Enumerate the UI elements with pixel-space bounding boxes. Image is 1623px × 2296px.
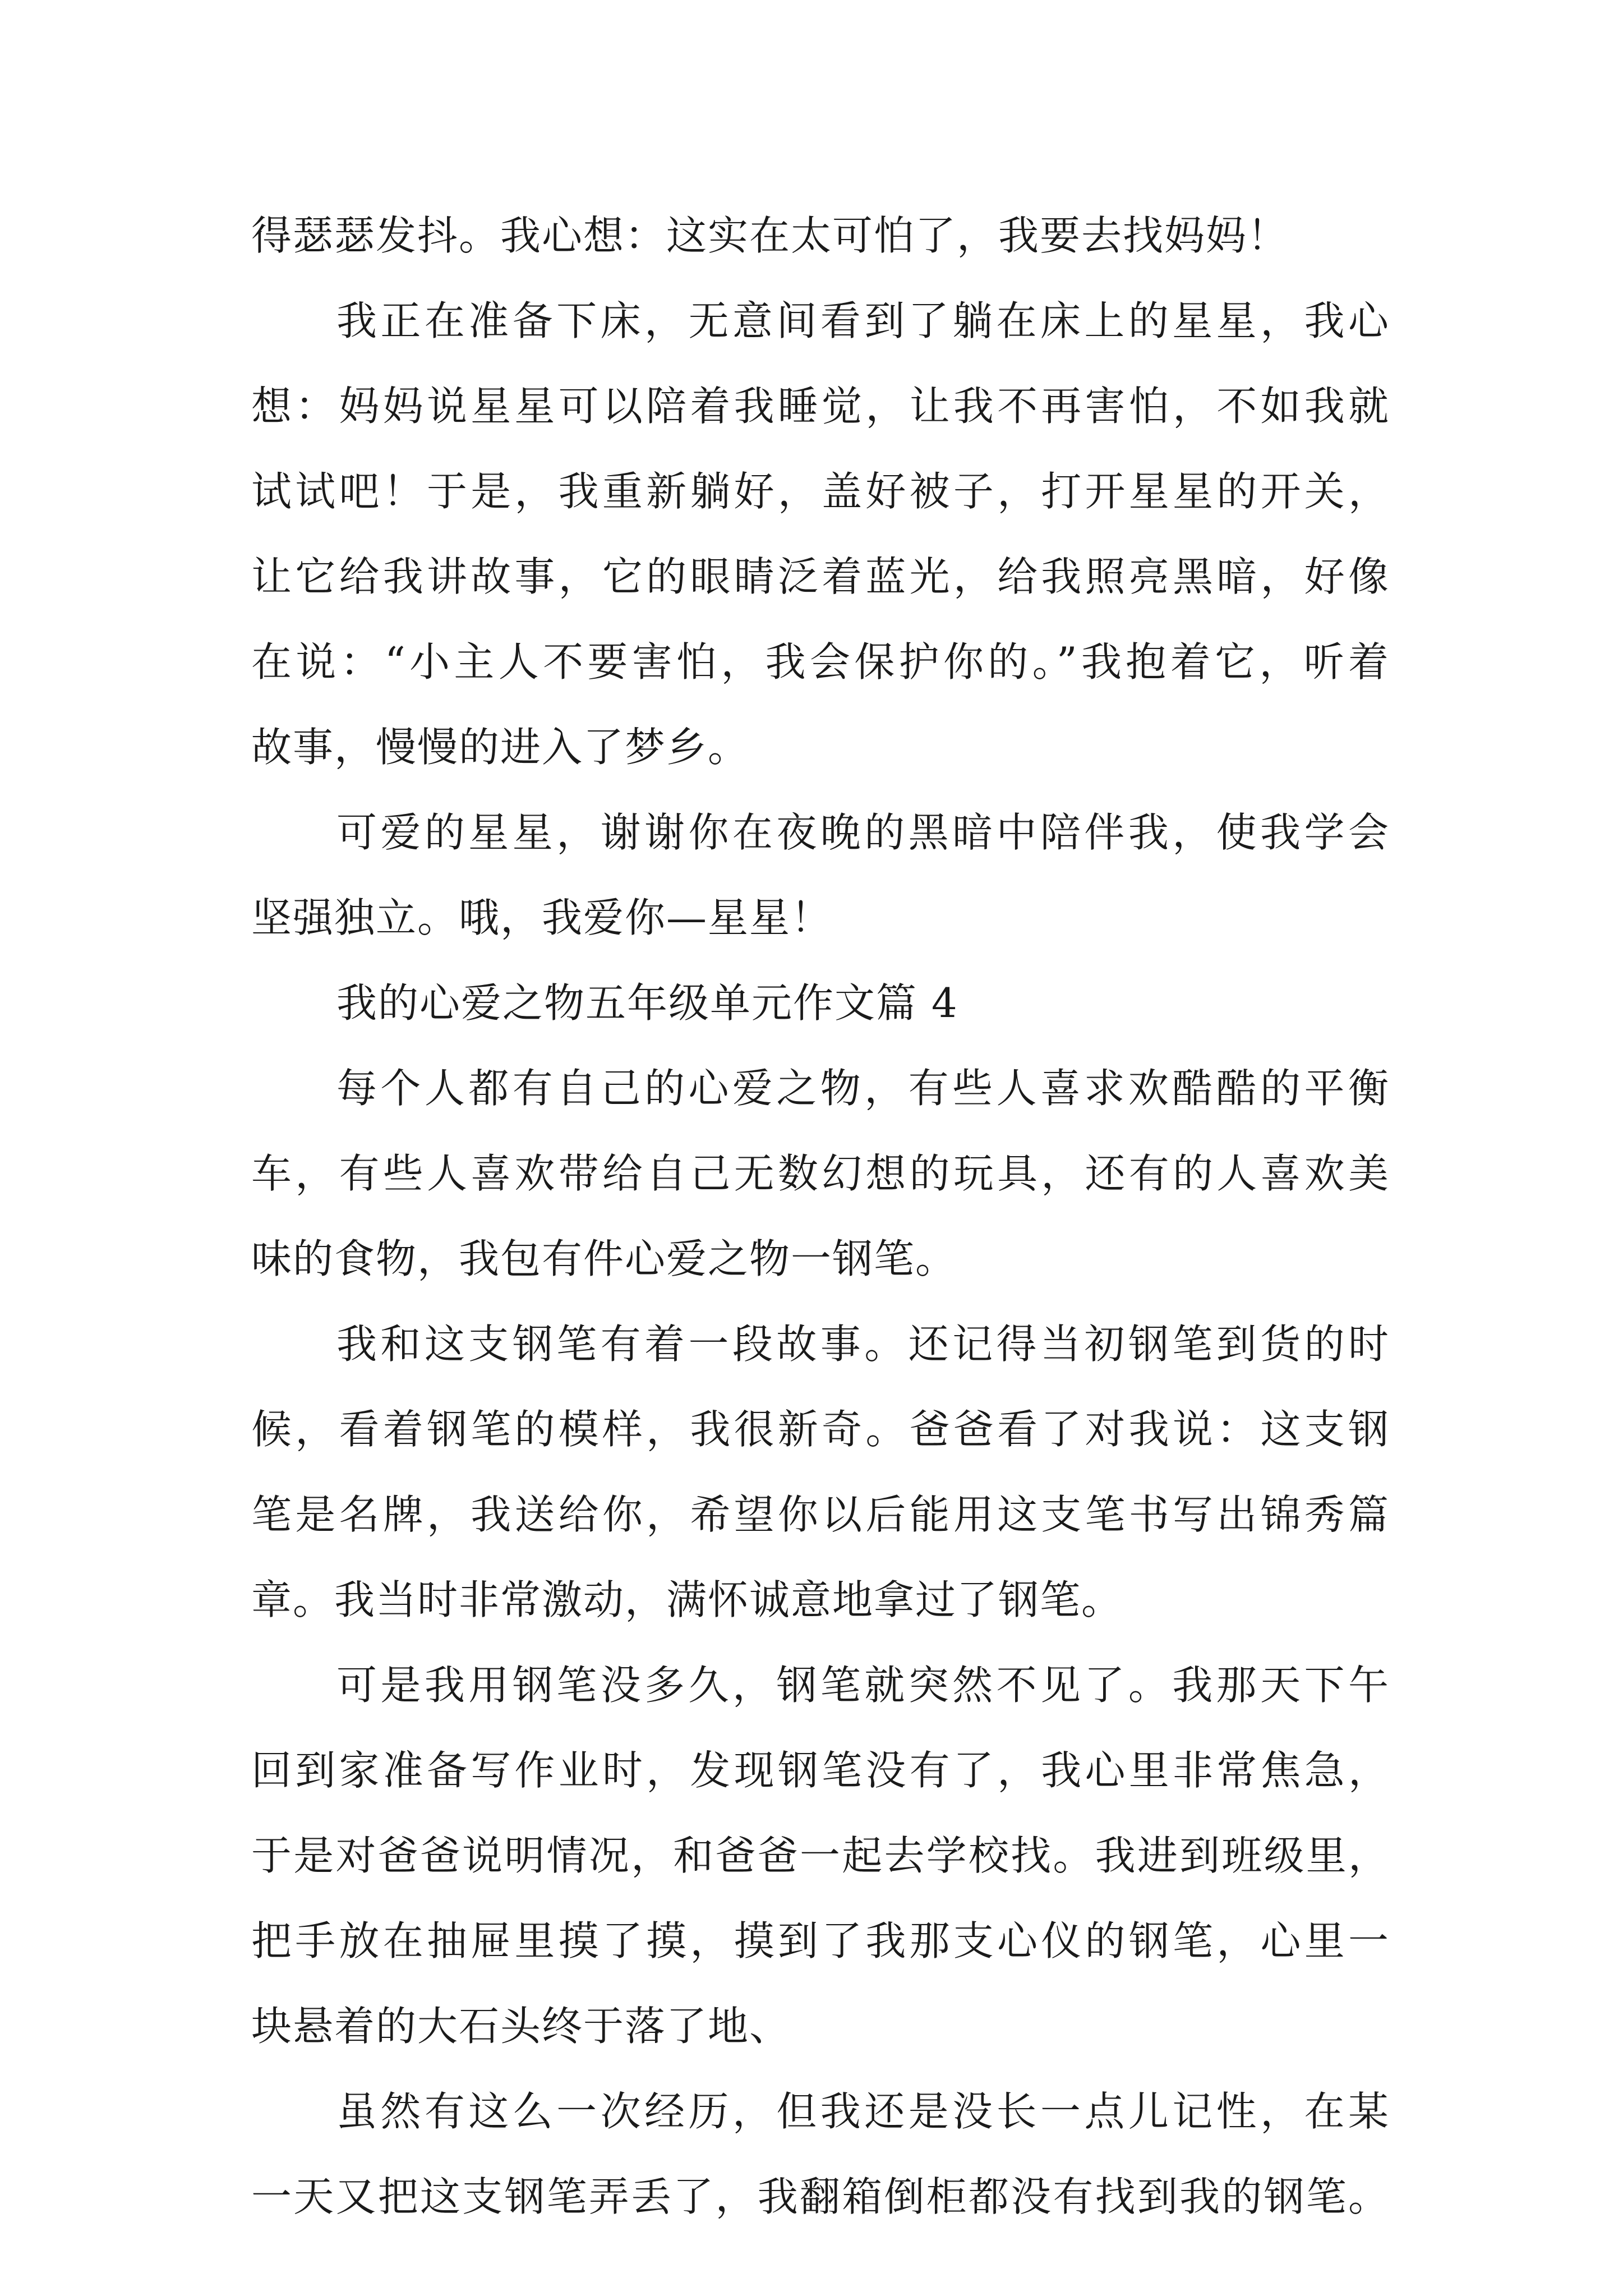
- text-line: 回到家准备写作业时，发现钢笔没有了，我心里非常焦急，: [251, 1747, 1390, 1794]
- text-line: 章。我当时非常激动，满怀诚意地拿过了钢笔。: [251, 1576, 1123, 1623]
- text-line: 每个人都有自己的心爱之物，有些人喜求欢酷酷的平衡: [336, 1065, 1390, 1112]
- text-line: 我和这支钢笔有着一段故事。还记得当初钢笔到货的时: [336, 1320, 1390, 1368]
- text-line: 候，看着钢笔的模样，我很新奇。爸爸看了对我说：这支钢: [251, 1406, 1390, 1453]
- text-line: 笔是名牌，我送给你，希望你以后能用这支笔书写出锦秀篇: [251, 1491, 1390, 1538]
- text-line: 让它给我讲故事，它的眼睛泛着蓝光，给我照亮黑暗，好像: [251, 553, 1390, 600]
- text-line: 味的食物，我包有件心爱之物一钢笔。: [251, 1235, 957, 1282]
- text-line: 坚强独立。哦，我爱你—星星！: [251, 894, 833, 941]
- text-line: 可爱的星星，谢谢你在夜晚的黑暗中陪伴我，使我学会: [336, 809, 1390, 856]
- text-line: 得瑟瑟发抖。我心想：这实在太可怕了，我要去找妈妈！: [251, 212, 1289, 259]
- text-line: 在说：“小主人不要害怕，我会保护你的。”我抱着它，听着: [251, 638, 1390, 685]
- text-line: 一天又把这支钢笔弄丢了，我翻箱倒柜都没有找到我的钢笔。: [251, 2173, 1390, 2220]
- section-heading: 我的心爱之物五年级单元作文篇 4: [336, 979, 958, 1027]
- text-line: 故事，慢慢的进入了梦乡。: [251, 724, 750, 771]
- text-line: 试试吧！于是，我重新躺好，盖好被子，打开星星的开关，: [251, 468, 1390, 515]
- text-line: 于是对爸爸说明情况，和爸爸一起去学校找。我进到班级里，: [251, 1832, 1390, 1879]
- text-line: 想：妈妈说星星可以陪着我睡觉，让我不再害怕，不如我就: [251, 383, 1390, 430]
- text-line: 虽然有这么一次经历，但我还是没长一点儿记性，在某: [336, 2088, 1390, 2135]
- text-line: 我正在准备下床，无意间看到了躺在床上的星星，我心: [336, 297, 1390, 344]
- text-line: 可是我用钢笔没多久，钢笔就突然不见了。我那天下午: [336, 1662, 1390, 1709]
- text-line: 把手放在抽屉里摸了摸，摸到了我那支心仪的钢笔，心里一: [251, 1917, 1390, 1964]
- text-line: 车，有些人喜欢带给自己无数幻想的玩具，还有的人喜欢美: [251, 1150, 1390, 1197]
- text-line: 块悬着的大石头终于落了地、: [251, 2003, 791, 2050]
